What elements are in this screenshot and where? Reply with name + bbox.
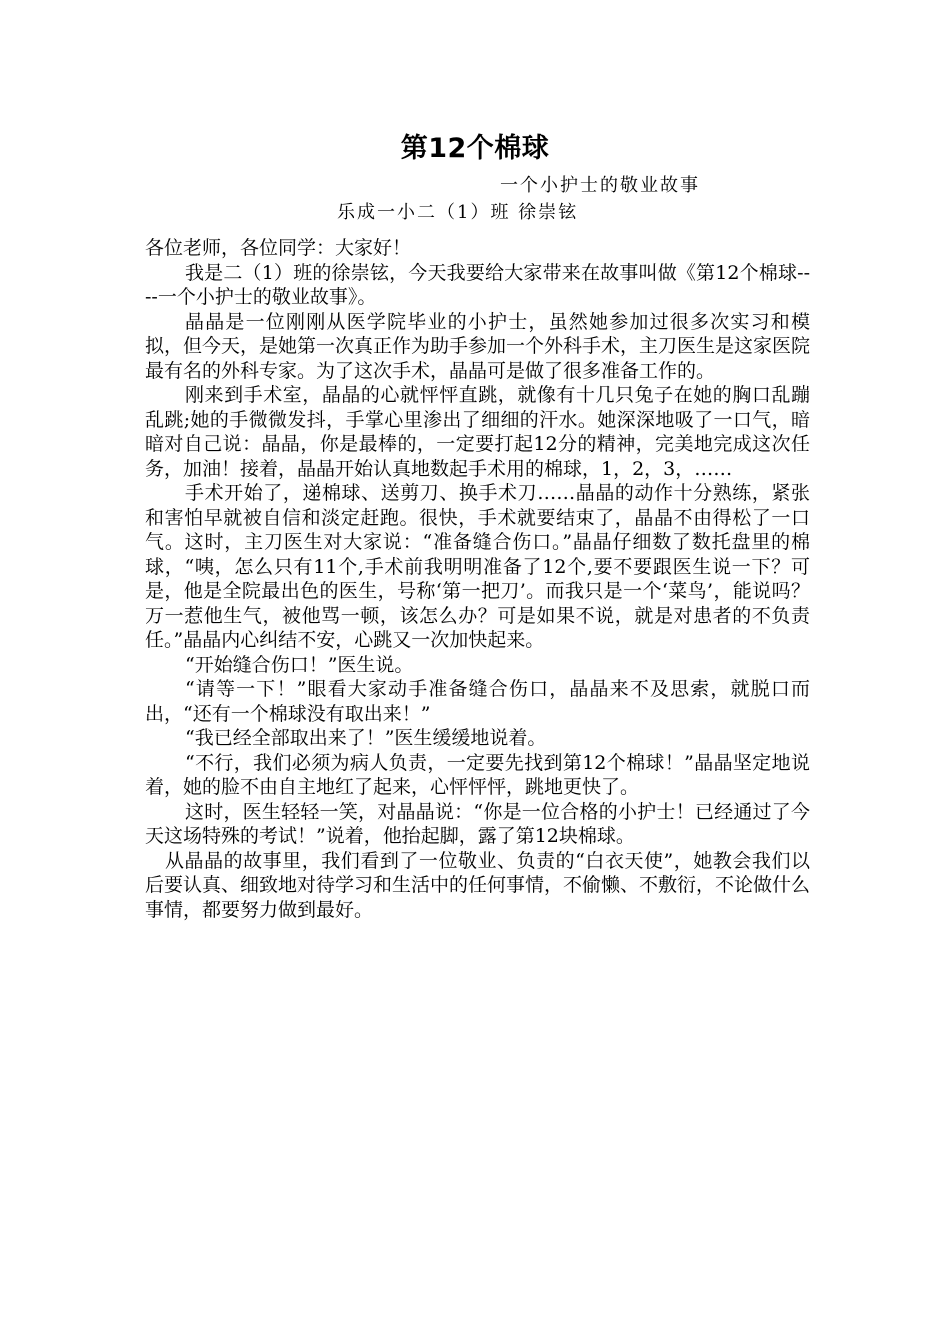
document-title: 第12个棉球 — [400, 133, 550, 164]
intro-paragraph: 我是二（1）班的徐崇铉，今天我要给大家带来在故事叫做《第12个棉球----一个小护士的敬业故事》。 — [145, 261, 810, 308]
body-paragraph: 手术开始了，递棉球、送剪刀、换手术刀……晶晶的动作十分熟练，紧张和害怕早就被自信和淡定赶跑。很快，手术就要结束了，晶晶不由得松了一口气。这时，主刀医生对大家说：“准备缝合伤口。”晶晶仔细数了数托盘里的棉球，“咦，怎么只有11个,手术前我明明准备了12个,要不要跟医生说一下？可是，他是全院最出色的医生，号称‘第一把刀’。而我只是一个‘菜鸟’，能说吗？万一惹他生气，被他骂一顿，该怎么办？可是如果不说，就是对患者的不负责任。”晶晶内心纠结不安，心跳又一次加快起来。 — [145, 482, 810, 651]
body-paragraph: 晶晶是一位刚刚从医学院毕业的小护士，虽然她参加过很多次实习和模拟，但今天，是她第一次真正作为助手参加一个外科手术，主刀医生是这家医院最有名的外科专家。为了这次手术，晶晶可是做了很多准备工作的。 — [145, 310, 811, 382]
body-paragraph: 刚来到手术室，晶晶的心就怦怦直跳，就像有十几只兔子在她的胸口乱蹦乱跳;她的手微微发抖，手掌心里渗出了细细的汗水。她深深地吸了一口气，暗暗对自己说：晶晶，你是最棒的，一定要打起12分的精神，完美地完成这次任务，加油！接着，晶晶开始认真地数起手术用的棉球，1，2，3，…… — [145, 384, 810, 480]
greeting-paragraph: 各位老师，各位同学：大家好！ — [145, 237, 412, 259]
document-body — [145, 236, 810, 922]
conclusion-paragraph: 从晶晶的故事里，我们看到了一位敬业、负责的“白衣天使”，她教会我们以后要认真、细致地对待学习和生活中的任何事情，不偷懒、不敷衍，不论做什么事情，都要努力做到最好。 — [145, 849, 811, 921]
body-paragraph: “我已经全部取出来了！”医生缓缓地说着。 — [185, 727, 547, 749]
author-byline: 乐成一小二（1）班 徐崇铉 — [337, 202, 579, 223]
body-paragraph: 这时，医生轻轻一笑，对晶晶说：“你是一位合格的小护士！已经通过了今天这场特殊的考试！”说着，他抬起脚，露了第12块棉球。 — [145, 800, 810, 847]
body-paragraph: “请等一下！”眼看大家动手准备缝合伤口，晶晶来不及思索，就脱口而出，“还有一个棉球没有取出来！” — [145, 678, 810, 725]
body-paragraph: “开始缝合伤口！”医生说。 — [185, 653, 414, 676]
document-subtitle: 一个小护士的敬业故事 — [500, 175, 700, 196]
body-paragraph: “不行，我们必须为病人负责，一定要先找到第12个棉球！”晶晶坚定地说着，她的脸不由自主地红了起来，心怦怦怦，跳地更快了。 — [145, 751, 810, 798]
